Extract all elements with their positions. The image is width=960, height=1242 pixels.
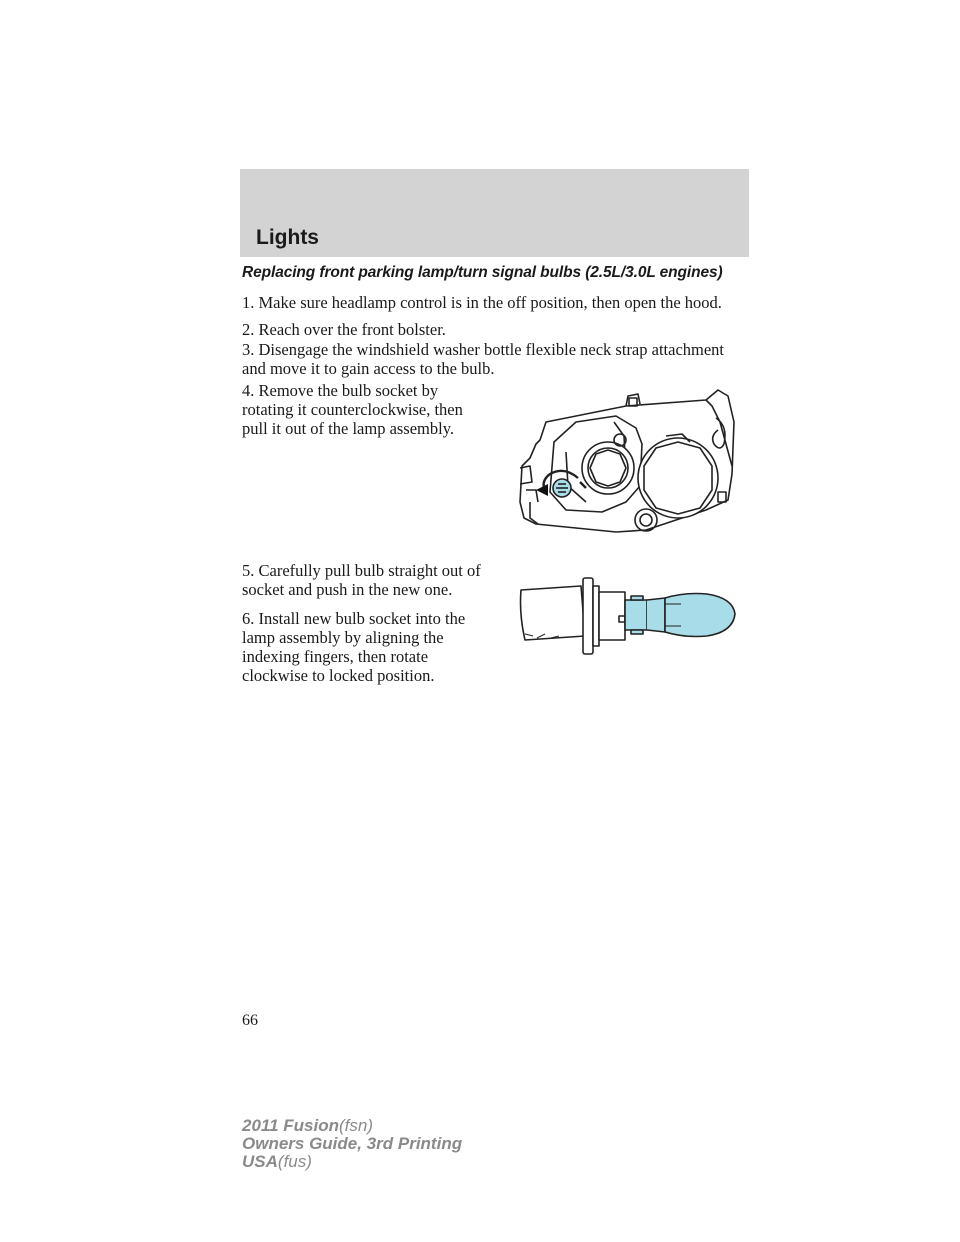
- step-6: 6. Install new bulb socket into the lamp assembly by aligning the indexing fingers, then rotate clockwise to locked position.: [242, 609, 466, 685]
- procedure-heading: Replacing front parking lamp/turn signal bulbs (2.5L/3.0L engines): [242, 264, 723, 281]
- step-2: 2. Reach over the front bolster.: [242, 320, 446, 339]
- footer-guide-line: Owners Guide, 3rd Printing: [242, 1134, 463, 1153]
- footer-model-code: (fsn): [339, 1116, 373, 1135]
- headlamp-assembly-illustration: [506, 382, 746, 537]
- footer-region: USA: [242, 1152, 278, 1171]
- page-number: 66: [242, 1012, 258, 1029]
- footer-model: 2011 Fusion: [242, 1116, 339, 1135]
- bulb-socket-illustration: [515, 574, 740, 656]
- document-footer: [242, 1117, 462, 1171]
- footer-region-line: [242, 1153, 462, 1171]
- step-1: 1. Make sure headlamp control is in the off position, then open the hood.: [242, 293, 722, 312]
- footer-region-code: (fus): [277, 1152, 312, 1171]
- step-4: 4. Remove the bulb socket by rotating it counterclockwise, then pull it out of the lamp assembly.: [242, 381, 463, 438]
- step-3: 3. Disengage the windshield washer bottle flexible neck strap attachment and move it to gain access to the bulb.: [242, 340, 725, 378]
- step-5: 5. Carefully pull bulb straight out of socket and push in the new one.: [242, 561, 481, 599]
- footer-model-line: [242, 1117, 462, 1135]
- section-title: Lights: [256, 226, 319, 249]
